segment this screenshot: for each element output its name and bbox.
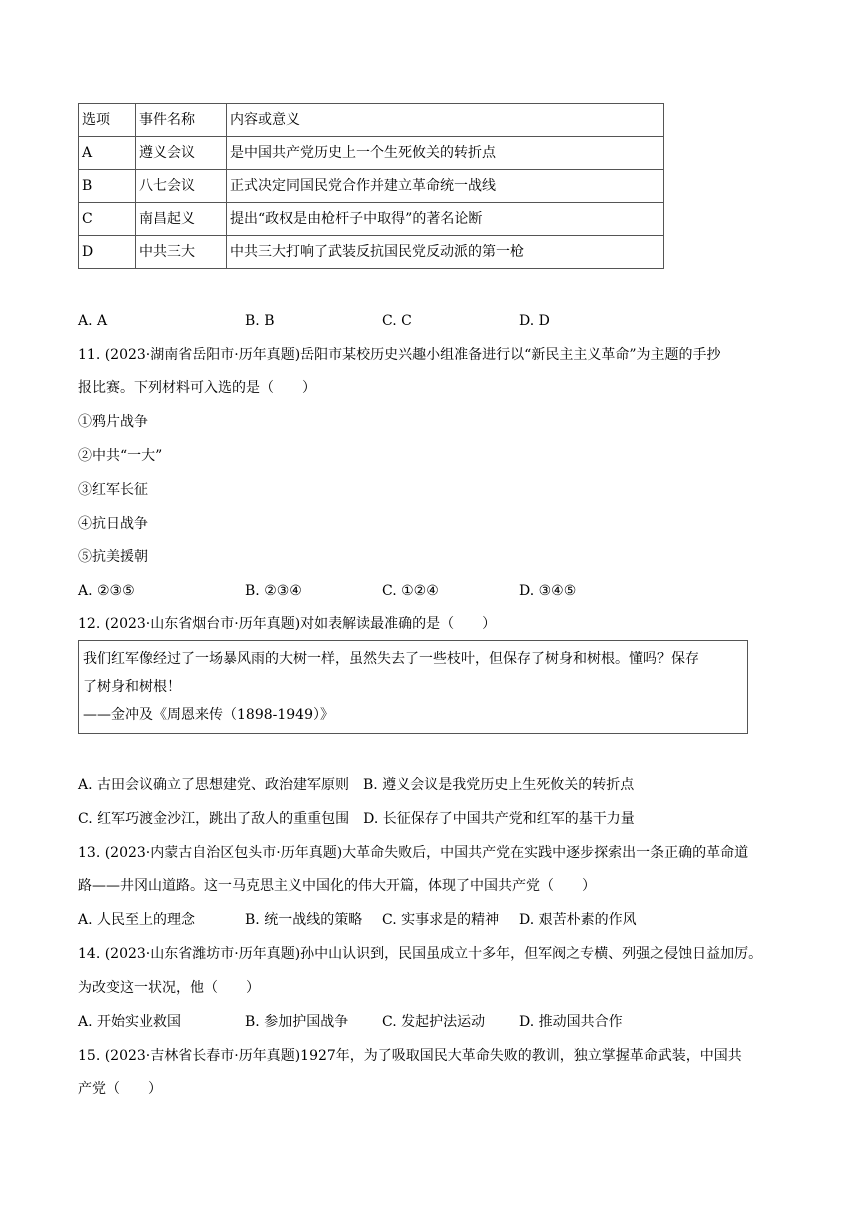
q12-quote-source: ——金冲及《周恩来传（1898-1949）》 [83, 707, 334, 723]
q13-option-a: A. 人民至上的理念 [78, 912, 196, 928]
q11-option-c: C. ①②④ [382, 583, 439, 599]
q15-stem-line1: 15. (2023·吉林省长春市·历年真题)1927年，为了吸取国民大革命失败的教训，独立掌握革命武装，中国共 [78, 1048, 742, 1064]
table-cell: 提出“政权是由枪杆子中取得”的著名论断 [227, 203, 664, 236]
table-header-row [79, 104, 664, 137]
q10-option-b: B. B [245, 313, 275, 329]
q13-option-c: C. 实事求是的精神 [382, 912, 500, 928]
table-row [79, 137, 664, 170]
q11-stem-line2: 报比赛。下列材料可入选的是（ ） [78, 380, 316, 396]
q13-option-b: B. 统一战线的策略 [245, 912, 363, 928]
q12-options-row1: A. 古田会议确立了思想建党、政治建军原则 B. 遵义会议是我党历史上生死攸关的转折点 [78, 777, 635, 793]
table-cell: 南昌起义 [136, 203, 227, 236]
table-header-cell: 事件名称 [136, 104, 227, 137]
q13-option-d: D. 艰苦朴素的作风 [519, 912, 637, 928]
table-cell: 中共三大 [136, 236, 227, 269]
table-row [79, 170, 664, 203]
q11-item: ②中共“一大” [78, 448, 163, 464]
q13-stem-line2: 路——井冈山道路。这一马克思主义中国化的伟大开篇，体现了中国共产党（ ） [78, 878, 596, 894]
table-cell: 正式决定同国民党合作并建立革命统一战线 [227, 170, 664, 203]
table-header-cell: 内容或意义 [227, 104, 664, 137]
table-cell: A [79, 137, 136, 170]
q12-stem: 12. (2023·山东省烟台市·历年真题)对如表解读最准确的是（ ） [78, 616, 497, 632]
q12-quote-line1: 我们红军像经过了一场暴风雨的大树一样，虽然失去了一些枝叶，但保存了树身和树根。懂吗？保存 [83, 651, 699, 667]
q10-option-d: D. D [519, 313, 550, 329]
table-cell: 是中国共产党历史上一个生死攸关的转折点 [227, 137, 664, 170]
q11-stem-line1: 11. (2023·湖南省岳阳市·历年真题)岳阳市某校历史兴趣小组准备进行以“新民主主义革命”为主题的手抄 [78, 347, 721, 363]
q14-option-c: C. 发起护法运动 [382, 1014, 486, 1030]
table-row [79, 236, 664, 269]
q10-table [78, 103, 664, 269]
q15-stem-line2: 产党（ ） [78, 1081, 162, 1097]
q12-options-row2: C. 红军巧渡金沙江，跳出了敌人的重重包围 D. 长征保存了中国共产党和红军的基干力量 [78, 811, 635, 827]
q14-stem-line1: 14. (2023·山东省潍坊市·历年真题)孙中山认识到，民国虽成立十多年，但军阀之专横、列强之侵蚀日益加厉。 [78, 946, 763, 962]
table-cell: 中共三大打响了武装反抗国民党反动派的第一枪 [227, 236, 664, 269]
table-row [79, 203, 664, 236]
q14-option-d: D. 推动国共合作 [519, 1014, 623, 1030]
q13-stem-line1: 13. (2023·内蒙古自治区包头市·历年真题)大革命失败后，中国共产党在实践中逐步探索出一条正确的革命道 [78, 845, 749, 861]
q11-option-b: B. ②③④ [245, 583, 302, 599]
table-cell: D [79, 236, 136, 269]
q10-option-a: A. A [78, 313, 108, 329]
table-cell: C [79, 203, 136, 236]
table-cell: 遵义会议 [136, 137, 227, 170]
q12-quote-line2: 了树身和树根！ [83, 679, 181, 695]
q11-item: ①鸦片战争 [78, 414, 148, 430]
table-header-cell: 选项 [79, 104, 136, 137]
q11-item: ⑤抗美援朝 [78, 549, 148, 565]
q14-option-b: B. 参加护国战争 [245, 1014, 349, 1030]
q10-option-c: C. C [382, 313, 412, 329]
q11-option-d: D. ③④⑤ [519, 583, 577, 599]
q14-option-a: A. 开始实业救国 [78, 1014, 182, 1030]
table-cell: B [79, 170, 136, 203]
q11-option-a: A. ②③⑤ [78, 583, 135, 599]
table-cell: 八七会议 [136, 170, 227, 203]
q14-stem-line2: 为改变这一状况，他（ ） [78, 980, 260, 996]
q11-item: ③红军长征 [78, 482, 148, 498]
q12-quote-box [78, 640, 748, 734]
q11-item: ④抗日战争 [78, 516, 148, 532]
